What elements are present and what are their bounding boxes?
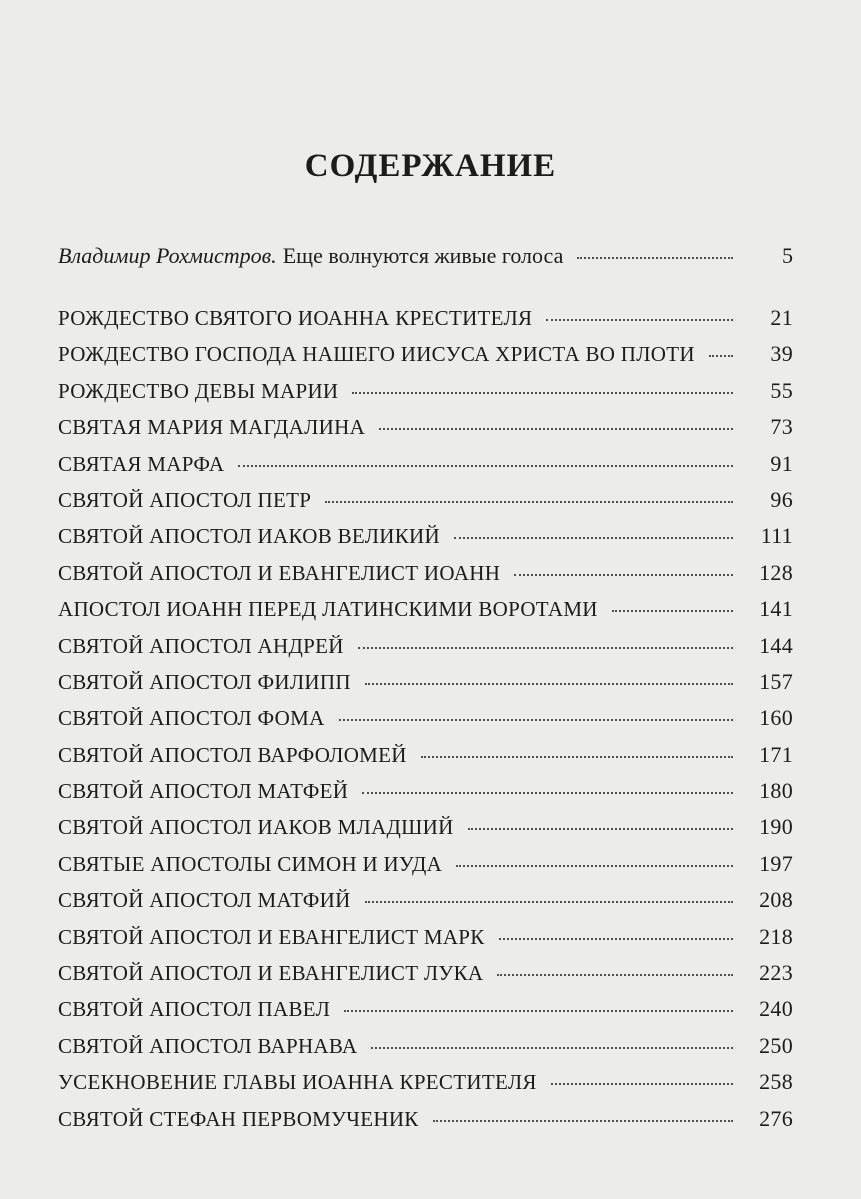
toc-entry-title: СВЯТЫЕ АПОСТОЛЫ СИМОН И ИУДА	[58, 851, 443, 876]
toc-entry-page-number: 276	[759, 1105, 793, 1131]
toc-entry-page-number: 197	[759, 850, 793, 876]
dot-leader	[709, 354, 733, 357]
dot-leader	[325, 500, 733, 503]
dot-leader	[362, 791, 733, 794]
dot-leader	[497, 973, 733, 976]
dot-leader	[612, 609, 733, 612]
toc-entry-title: СВЯТОЙ АПОСТОЛ ФИЛИПП	[58, 669, 351, 694]
toc-entry-title: РОЖДЕСТВО ГОСПОДА НАШЕГО ИИСУСА ХРИСТА ВО ПЛОТИ	[58, 342, 695, 367]
toc-entry	[58, 560, 793, 596]
toc-entry	[58, 523, 793, 559]
toc-entry	[58, 960, 793, 996]
toc-entry-page-number: 55	[770, 377, 793, 403]
toc-entry-title: СВЯТОЙ СТЕФАН ПЕРВОМУЧЕНИК	[58, 1106, 419, 1131]
intro-page-number: 5	[782, 243, 793, 268]
toc-entry-page-number: 157	[759, 668, 793, 694]
toc-entry-page-number: 171	[759, 741, 793, 767]
toc-entry-page-number: 223	[759, 960, 793, 986]
toc-entry-page-number: 39	[770, 341, 793, 367]
toc-entry-title: СВЯТОЙ АПОСТОЛ ПАВЕЛ	[58, 997, 331, 1022]
toc-entry-page-number: 180	[759, 778, 793, 804]
page-title: СОДЕРЖАНИЕ	[304, 148, 557, 184]
toc-entry-page-number: 218	[759, 923, 793, 949]
dot-leader	[365, 900, 733, 903]
dot-leader	[551, 1082, 733, 1085]
dot-leader	[365, 682, 733, 685]
toc-entry	[58, 742, 793, 778]
dot-leader	[339, 718, 733, 721]
dot-leader	[499, 937, 733, 940]
toc-entry-title: СВЯТОЙ АПОСТОЛ АНДРЕЙ	[58, 633, 344, 658]
toc-entry-title: СВЯТАЯ МАРИЯ МАГДАЛИНА	[58, 415, 366, 440]
toc-entry	[58, 1033, 793, 1069]
dot-leader	[546, 318, 733, 321]
intro-author: Владимир Рохмистров.	[58, 243, 277, 268]
toc-entry-page-number: 258	[759, 1069, 793, 1095]
toc-entry	[58, 305, 793, 341]
dot-leader	[421, 755, 733, 758]
toc-entry-title: СВЯТОЙ АПОСТОЛ ПЕТР	[58, 487, 312, 512]
dot-leader	[577, 256, 733, 259]
toc-entry-page-number: 128	[759, 559, 793, 585]
toc-entry	[58, 996, 793, 1032]
toc-entry-title: СВЯТОЙ АПОСТОЛ МАТФИЙ	[58, 888, 351, 913]
table-of-contents	[58, 305, 793, 1142]
toc-entry	[58, 814, 793, 850]
toc-entry	[58, 924, 793, 960]
toc-entry	[58, 451, 793, 487]
toc-entry-page-number: 96	[770, 486, 793, 512]
dot-leader	[454, 536, 733, 539]
toc-entry	[58, 669, 793, 705]
toc-entry-page-number: 73	[770, 414, 793, 440]
toc-entry	[58, 1106, 793, 1142]
dot-leader	[352, 391, 733, 394]
toc-entry-page-number: 21	[770, 305, 793, 330]
toc-entry	[58, 1069, 793, 1105]
dot-leader	[371, 1046, 733, 1049]
toc-entry	[58, 487, 793, 523]
intro-title: Еще волнуются живые голоса	[282, 243, 564, 268]
toc-entry-title: СВЯТОЙ АПОСТОЛ ФОМА	[58, 706, 325, 731]
toc-entry-page-number: 240	[759, 996, 793, 1022]
toc-entry	[58, 596, 793, 632]
toc-entry	[58, 705, 793, 741]
dot-leader	[238, 464, 733, 467]
toc-entry	[58, 778, 793, 814]
intro-entry	[58, 243, 793, 277]
toc-entry	[58, 341, 793, 377]
toc-entry-title: АПОСТОЛ ИОАНН ПЕРЕД ЛАТИНСКИМИ ВОРОТАМИ	[58, 597, 598, 622]
toc-entry-title: СВЯТОЙ АПОСТОЛ И ЕВАНГЕЛИСТ ИОАНН	[58, 560, 501, 585]
toc-entry-title: СВЯТОЙ АПОСТОЛ ВАРФОЛОМЕЙ	[58, 742, 407, 767]
toc-entry-page-number: 144	[759, 632, 793, 658]
toc-entry-title: СВЯТОЙ АПОСТОЛ МАТФЕЙ	[58, 779, 349, 804]
dot-leader	[358, 646, 733, 649]
toc-entry-title: РОЖДЕСТВО СВЯТОГО ИОАННА КРЕСТИТЕЛЯ	[58, 306, 533, 330]
toc-entry-title: РОЖДЕСТВО ДЕВЫ МАРИИ	[58, 378, 339, 403]
toc-entry-title: СВЯТАЯ МАРФА	[58, 451, 225, 476]
toc-entry-page-number: 160	[759, 705, 793, 731]
toc-entry-title: УСЕКНОВЕНИЕ ГЛАВЫ ИОАННА КРЕСТИТЕЛЯ	[58, 1070, 537, 1095]
dot-leader	[344, 1009, 733, 1012]
toc-entry-title: СВЯТОЙ АПОСТОЛ ИАКОВ МЛАДШИЙ	[58, 815, 454, 840]
toc-entry	[58, 378, 793, 414]
toc-entry	[58, 633, 793, 669]
toc-entry-title: СВЯТОЙ АПОСТОЛ И ЕВАНГЕЛИСТ ЛУКА	[58, 961, 484, 986]
toc-entry	[58, 414, 793, 450]
toc-entry-page-number: 250	[759, 1032, 793, 1058]
toc-entry-page-number: 208	[759, 887, 793, 913]
dot-leader	[468, 827, 733, 830]
toc-entry-title: СВЯТОЙ АПОСТОЛ ИАКОВ ВЕЛИКИЙ	[58, 524, 440, 549]
toc-entry-page-number: 190	[759, 814, 793, 840]
toc-entry-page-number: 141	[759, 596, 793, 622]
toc-entry-title: СВЯТОЙ АПОСТОЛ И ЕВАНГЕЛИСТ МАРК	[58, 924, 485, 949]
toc-entry-page-number: 91	[770, 450, 793, 476]
toc-entry	[58, 887, 793, 923]
toc-entry	[58, 851, 793, 887]
dot-leader	[433, 1119, 733, 1122]
toc-entry-title: СВЯТОЙ АПОСТОЛ ВАРНАВА	[58, 1033, 358, 1058]
toc-entry-page-number: 111	[760, 523, 793, 549]
dot-leader	[456, 864, 733, 867]
dot-leader	[379, 427, 733, 430]
dot-leader	[514, 573, 733, 576]
